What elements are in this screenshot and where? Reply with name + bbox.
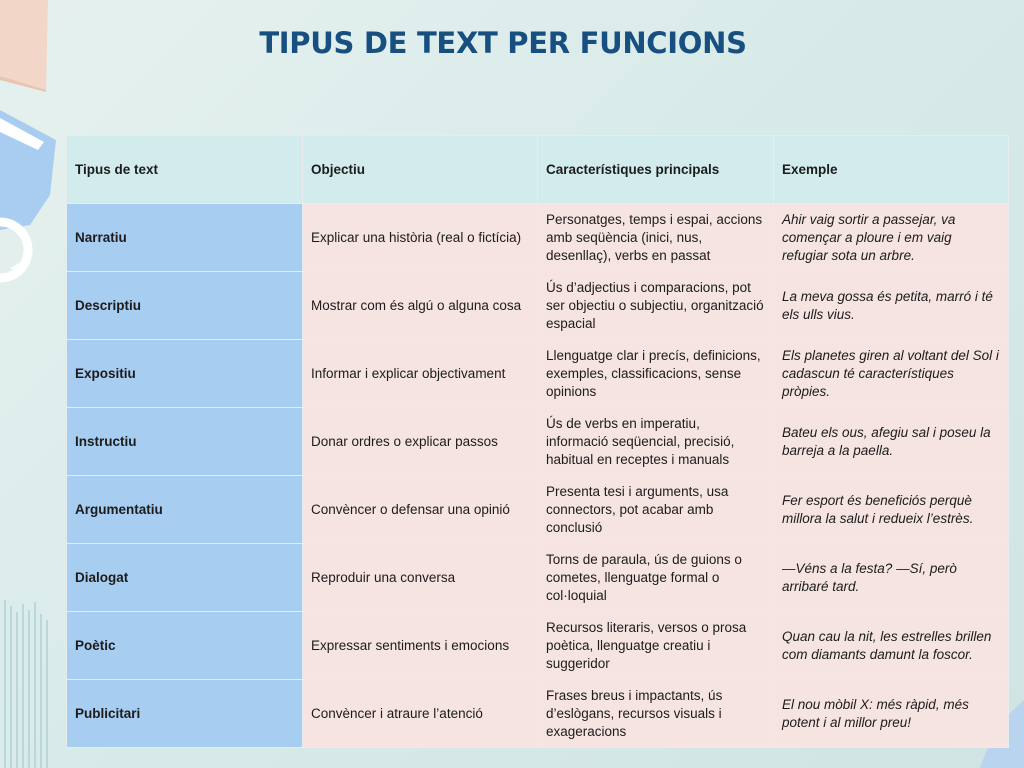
page-title: TIPUS DE TEXT PER FUNCIONS: [259, 26, 747, 60]
header-features: Característiques principals: [538, 136, 774, 204]
cell-type: Poètic: [67, 612, 303, 680]
cell-type: Dialogat: [67, 544, 303, 612]
cell-example: Quan cau la nit, les estrelles brillen com diamants damunt la foscor.: [774, 612, 1009, 680]
table-row: [67, 272, 1009, 340]
table-row: [67, 612, 1009, 680]
cell-example: La meva gossa és petita, marró i té els ulls vius.: [774, 272, 1009, 340]
table-row: [67, 680, 1009, 748]
cell-features: Frases breus i impactants, ús d’eslògans, recursos visuals i exageracions: [538, 680, 774, 748]
cell-type: Instructiu: [67, 408, 303, 476]
cell-type: Argumentatiu: [67, 476, 303, 544]
header-example: Exemple: [774, 136, 1009, 204]
cell-features: Torns de paraula, ús de guions o cometes, llenguatge formal o col·loquial: [538, 544, 774, 612]
table-row: [67, 408, 1009, 476]
cell-features: Recursos literaris, versos o prosa poètica, llenguatge creatiu i suggeridor: [538, 612, 774, 680]
cell-type: Expositiu: [67, 340, 303, 408]
blue-ring-shape: [0, 100, 60, 315]
cell-type: Publicitari: [67, 680, 303, 748]
cell-example: —Véns a la festa? —Sí, però arribaré tard.: [774, 544, 1009, 612]
cell-example: Fer esport és beneficiós perquè millora la salut i redueix l’estrès.: [774, 476, 1009, 544]
cell-features: Ús de verbs en imperatiu, informació seqüencial, precisió, habitual en receptes i manuals: [538, 408, 774, 476]
table-row: [67, 204, 1009, 272]
cell-features: Personatges, temps i espai, accions amb seqüència (inici, nus, desenllaç), verbs en passat: [538, 204, 774, 272]
cell-example: El nou mòbil X: més ràpid, més potent i al millor preu!: [774, 680, 1009, 748]
header-type: Tipus de text: [67, 136, 303, 204]
table-header-row: [67, 136, 1009, 204]
cell-objective: Mostrar com és algú o alguna cosa: [303, 272, 538, 340]
cell-features: Ús d’adjectius i comparacions, pot ser objectiu o subjectiu, organització espacial: [538, 272, 774, 340]
cell-type: Narratiu: [67, 204, 303, 272]
header-objective: Objectiu: [303, 136, 538, 204]
cell-objective: Explicar una història (real o fictícia): [303, 204, 538, 272]
text-types-table: [66, 135, 1008, 748]
table-row: [67, 340, 1009, 408]
cell-type: Descriptiu: [67, 272, 303, 340]
cell-example: Bateu els ous, afegiu sal i poseu la barreja a la paella.: [774, 408, 1009, 476]
cell-features: Llenguatge clar i precís, definicions, exemples, classificacions, sense opinions: [538, 340, 774, 408]
cell-example: Ahir vaig sortir a passejar, va començar a ploure i em vaig refugiar sota un arbre.: [774, 204, 1009, 272]
cell-features: Presenta tesi i arguments, usa connectors, pot acabar amb conclusió: [538, 476, 774, 544]
cell-objective: Reproduir una conversa: [303, 544, 538, 612]
cell-objective: Convèncer o defensar una opinió: [303, 476, 538, 544]
cell-objective: Informar i explicar objectivament: [303, 340, 538, 408]
cell-objective: Donar ordres o explicar passos: [303, 408, 538, 476]
cell-objective: Expressar sentiments i emocions: [303, 612, 538, 680]
cell-example: Els planetes giren al voltant del Sol i cadascun té característiques pròpies.: [774, 340, 1009, 408]
table-row: [67, 544, 1009, 612]
table-row: [67, 476, 1009, 544]
wave-lines-shape: [0, 600, 55, 768]
cell-objective: Convèncer i atraure l’atenció: [303, 680, 538, 748]
